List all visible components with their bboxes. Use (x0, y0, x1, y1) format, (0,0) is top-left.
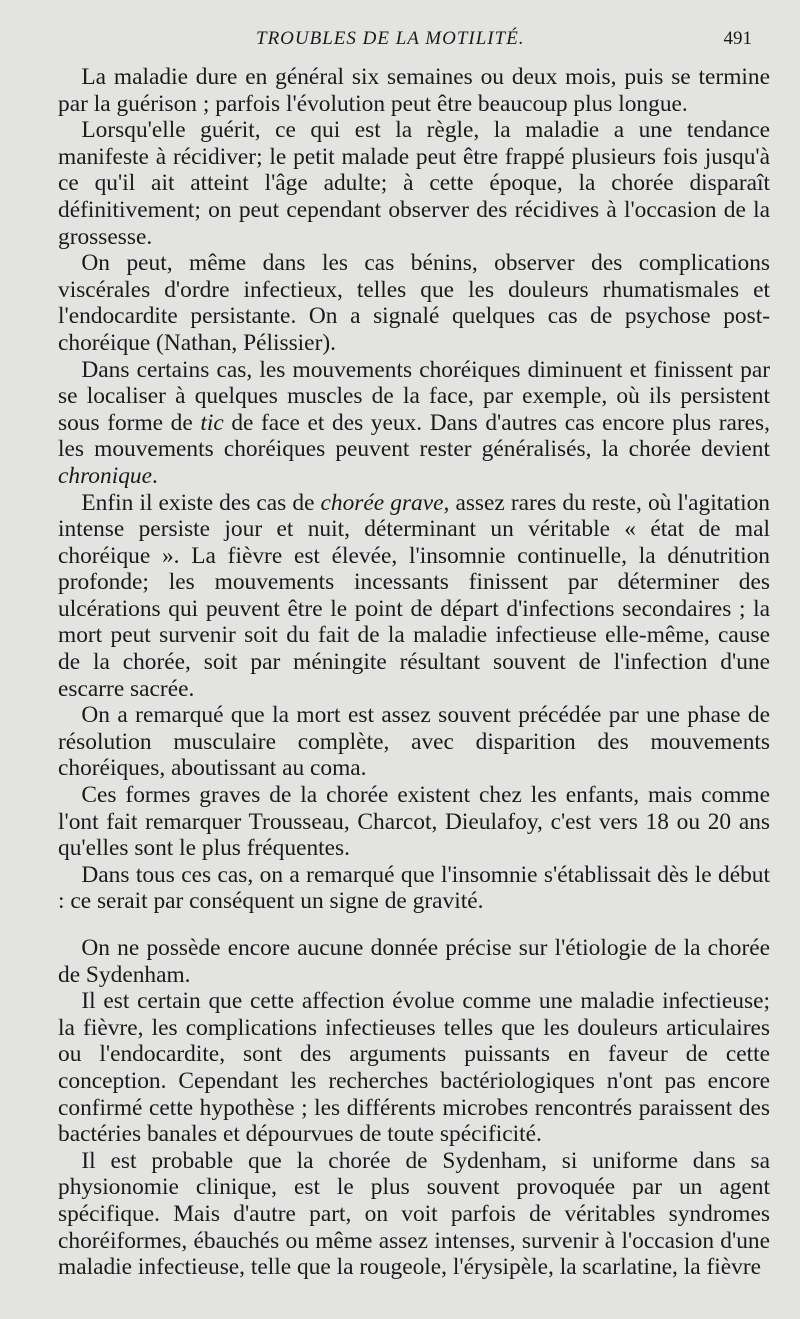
paragraph: Il est probable que la chorée de Sydenham, si uniforme dans sa physionomie clinique, est le plus souvent provoquée par un agent spécifique. Mais d'autre part, on voit parfois de véritables syndromes choréiformes, ébauchés ou même assez intenses, survenir à l'occasion d'une maladie infectieuse, telle que la rougeole, l'érysipèle, la scarlatine, la fièvre (58, 1147, 770, 1281)
paragraph: Ces formes graves de la chorée existent chez les enfants, mais comme l'ont fait remarquer Trousseau, Charcot, Dieulafoy, c'est vers 18 ou 20 ans qu'elles sont le plus fréquentes. (58, 782, 770, 862)
section-gap (58, 915, 770, 935)
running-title: TROUBLES DE LA MOTILITÉ. (256, 28, 525, 49)
italic-term: tic (200, 409, 224, 436)
paragraph: Dans certains cas, les mouvements choréiques diminuent et finissent par se localiser à quelques muscles de la face, par exemple, où ils persistent sous forme de tic de face et des yeux. Dans d'autres cas encore plus rares, les mouvements choréiques peuvent rester généralisés, la chorée devient chronique. (58, 356, 770, 489)
italic-term: chorée grave (320, 489, 444, 516)
page-number: 491 (723, 28, 752, 49)
paragraph: Lorsqu'elle guérit, ce qui est la règle, la maladie a une tendance manifeste à récidiver; le petit malade peut être frappé plusieurs fois jusqu'à ce qu'il ait atteint l'âge adulte; à cette époque, la chorée disparaît définitivement; on peut cependant observer des récidives à l'occasion de la grossesse. (58, 117, 770, 250)
paragraph: Dans tous ces cas, on a remarqué que l'insomnie s'établissait dès le début : ce serait par conséquent un signe de gravité. (58, 861, 770, 915)
paragraph: On peut, même dans les cas bénins, observer des complications viscérales d'ordre infectieux, telles que les douleurs rhumatismales et l'endocardite persistante. On a signalé quelques cas de psychose post-choréique (Nathan, Pélissier). (58, 250, 770, 356)
body-text (58, 64, 770, 1281)
italic-term: chronique (58, 462, 152, 489)
paragraph: On ne possède encore aucune donnée précise sur l'étiologie de la chorée de Sydenham. (58, 935, 770, 988)
paragraph: La maladie dure en général six semaines ou deux mois, puis se termine par la guérison ; parfois l'évolution peut être beaucoup plus longue. (58, 64, 770, 117)
paragraph: On a remarqué que la mort est assez souvent précédée par une phase de résolution musculaire complète, avec disparition des mouvements choréiques, aboutissant au coma. (58, 702, 770, 782)
paragraph: Il est certain que cette affection évolue comme une maladie infectieuse; la fièvre, les complications infectieuses telles que les douleurs articulaires ou l'endocardite, sont des arguments puissants en faveur de cette conception. Cependant les recherches bactériologiques n'ont pas encore confirmé cette hypothèse ; les différents microbes rencontrés paraissent des bactéries banales et dépourvues de toute spécificité. (58, 988, 770, 1148)
paragraph: Enfin il existe des cas de chorée grave, assez rares du reste, où l'agitation intense persiste jour et nuit, déterminant un véritable « état de mal choréique ». La fièvre est élevée, l'insomnie continuelle, la dénutrition profonde; les mouvements incessants finissent par déterminer des ulcérations qui peuvent être le point de départ d'infections secondaires ; la mort peut survenir soit du fait de la maladie infectieuse elle-même, cause de la chorée, soit par méningite résultant souvent de l'infection d'une escarre sacrée. (58, 489, 770, 702)
running-head (60, 28, 760, 56)
